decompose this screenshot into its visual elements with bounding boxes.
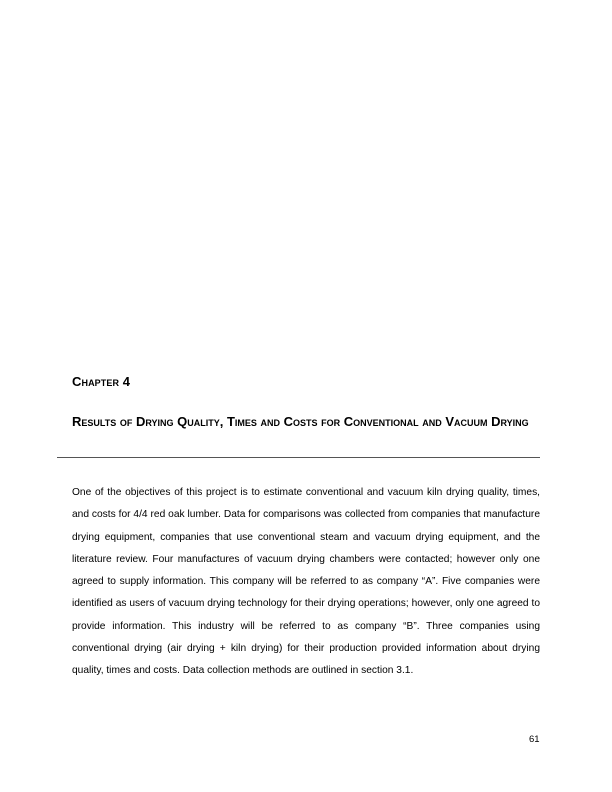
chapter-title: Results of Drying Quality, Times and Costs for Conventional and Vacuum Drying	[72, 414, 529, 429]
page-number: 61	[529, 734, 540, 745]
title-divider	[57, 457, 540, 458]
chapter-heading: Chapter 4	[72, 374, 131, 389]
body-paragraph: One of the objectives of this project is to estimate conventional and vacuum kiln drying quality, times, and costs for 4/4 red oak lumber. Data for comparisons was collected from companies that manufacture drying equipment, companies that use conventional steam and vacuum drying equipment, and the literature review. Four manufactures of vacuum drying chambers were contacted; however only one agreed to supply information. This company will be referred to as company “A”. Five companies were identified as users of vacuum drying technology for their drying operations; however, only one agreed to provide information. This industry will be referred to as company “B”. Three companies using conventional drying (air drying + kiln drying) for their production provided information about drying quality, times and costs. Data collection methods are outlined in section 3.1.	[72, 487, 540, 677]
